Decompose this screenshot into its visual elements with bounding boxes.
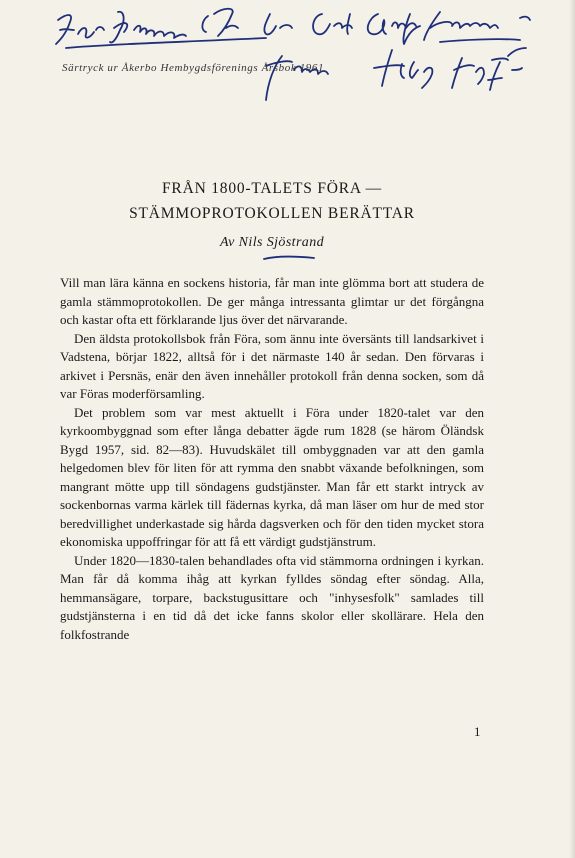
article-body	[60, 274, 484, 644]
paragraph-3: Det problem som var mest aktuellt i Föra under 1820-talet var den kyrkoombyggnad som efter långa debatter ägde rum 1828 (se härom Öländsk Bygd 1957, sid. 82—83). Huvudskälet till ombyggnaden var att den gamla helgedomen blev för liten för att rymma den snabbt växande befolkningen, som mangrant mötte upp till söndagens gudstjänster. Man får ett starkt intryck av sockenbornas varma kärlek till fädernas kyrka, då man läser om hur de med stor beredvillighet underkastade sig hårda dagsverken och för den tiden mycket stora ekonomiska uppoffringar för att få ett värdigt gudstjänstrum.	[60, 404, 484, 549]
article-title	[60, 176, 484, 226]
paragraph-2: Den äldsta protokollsbok från Föra, som ännu inte översänts till landsarkivet i Vadstena, börjar 1822, alltså för i det närmaste 140 år sedan. Den förvaras i arkivet i Persnäs, enär den även innehåller protokoll från denna socken, som då var Föras moderförsamling.	[60, 330, 484, 401]
author-byline: Av Nils Sjöstrand	[219, 235, 325, 250]
paragraph-4: Under 1820—1830-talen behandlades ofta vid stämmorna ordningen i kyrkan. Man får då komma ihåg att kyrkan fylldes söndag efter söndag. Alla, hemmansägare, torpare, backstugusittare och "inhysesfolk" samlades till gudstjänsterna i en tid då det icke fanns skolor eller skollärare. Hela den folkfostrande	[60, 552, 484, 642]
page-edge-shadow	[569, 0, 575, 858]
reprint-line: Särtryck ur Åkerbo Hembygdsförenings Årsbok 1961	[62, 62, 325, 74]
page-number: 1	[474, 724, 481, 739]
title-line-2: STÄMMOPROTOKOLLEN BERÄTTAR	[129, 205, 415, 222]
title-line-1: FRÅN 1800-TALETS FÖRA —	[162, 180, 382, 197]
paragraph-1: Vill man lära känna en sockens historia, får man inte glömma bort att studera de gamla stämmoprotokollen. De ger många intressanta glimtar ur det förgångna och kastar ofta ett förklarande ljus över det närvarande.	[60, 275, 484, 327]
handwritten-underline	[262, 254, 316, 262]
handwritten-dedication	[0, 0, 575, 110]
